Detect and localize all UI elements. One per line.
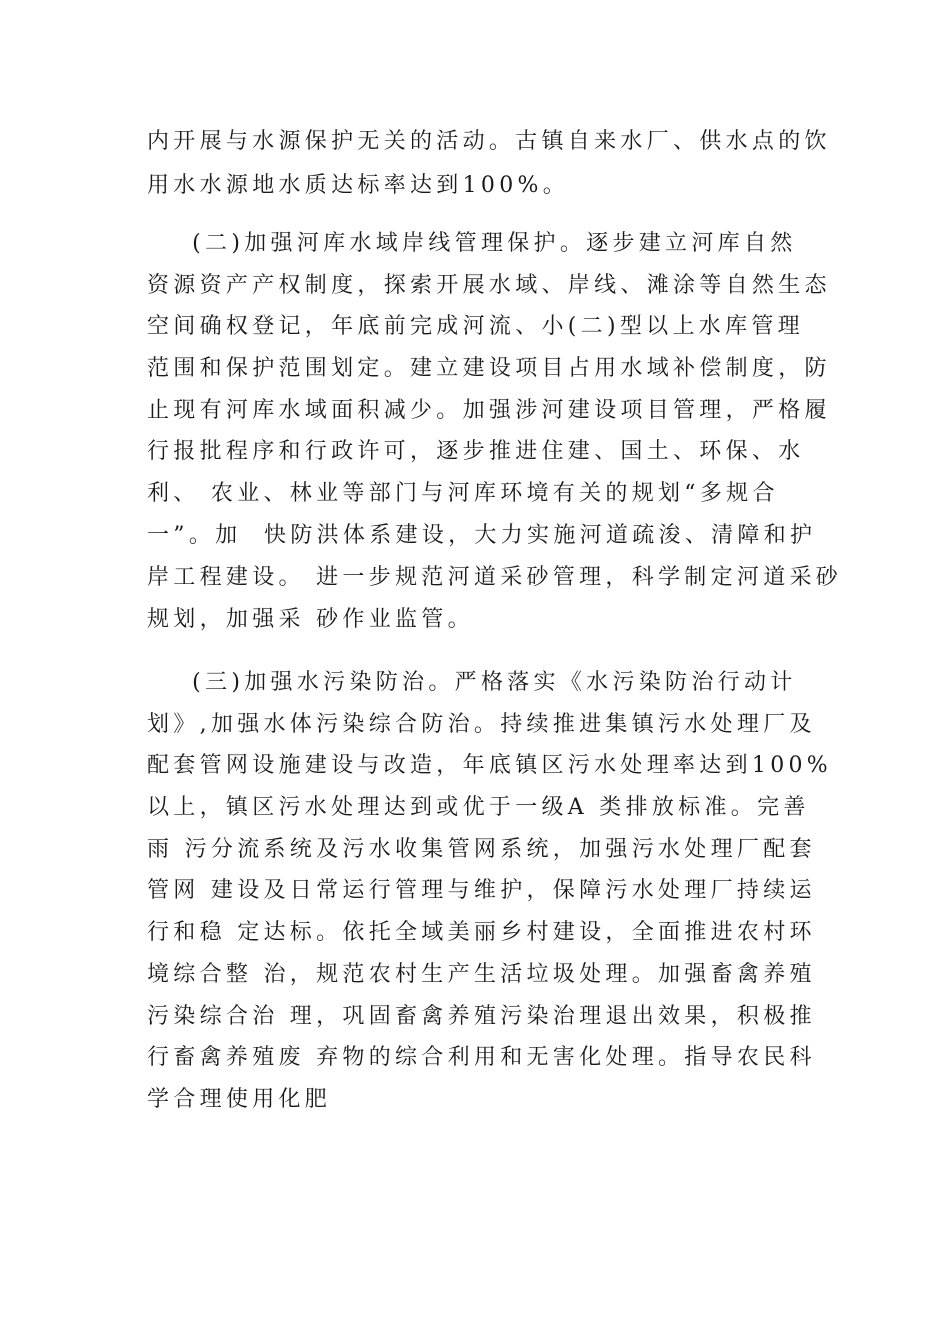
text-line: 行畜禽养殖废 弃物的综合利用和无害化处理。指导农民科 bbox=[147, 1045, 816, 1070]
text-line: 境综合整 治，规范农村生产生活垃圾处理。加强畜禽养殖 bbox=[147, 962, 816, 987]
text-line: 岸工程建设。 进一步规范河道采砂管理，科学制定河道采砂 bbox=[147, 565, 843, 590]
text-line: 污染综合治 理，巩固畜禽养殖污染治理退出效果，积极推 bbox=[147, 1004, 816, 1029]
text-line: 行和稳 定达标。依托全域美丽乡村建设，全面推进农村环 bbox=[147, 920, 816, 945]
text-line: (三)加强水污染防治。严格落实《水污染防治行动计 bbox=[147, 670, 797, 695]
text-line: 规划，加强采 砂作业监管。 bbox=[147, 607, 474, 632]
text-line: 内开展与水源保护无关的活动。古镇自来水厂、供水点的饮 bbox=[147, 129, 831, 154]
text-line: 以上，镇区污水处理达到或优于一级A 类排放标准。完善 bbox=[147, 795, 810, 820]
text-line: 范围和保护范围划定。建立建设项目占用水域补偿制度，防 bbox=[147, 356, 831, 381]
text-line: (二)加强河库水域岸线管理保护。逐步建立河库自然 bbox=[147, 231, 797, 256]
text-line: 学合理使用化肥 bbox=[147, 1087, 332, 1112]
text-line: 资源资产产权制度，探索开展水域、岸线、滩涂等自然生态 bbox=[147, 273, 831, 298]
text-line: 配套管网设施建设与改造，年底镇区污水处理率达到100% bbox=[147, 753, 832, 778]
text-line: 管网 建设及日常运行管理与维护，保障污水处理厂持续运 bbox=[147, 878, 816, 903]
text-line: 用水水源地水质达标率达到100%。 bbox=[147, 173, 569, 198]
text-line: 空间确权登记，年底前完成河流、小(二)型以上水库管理 bbox=[147, 314, 804, 339]
text-line: 一”。加 快防洪体系建设，大力实施河道疏浚、清障和护 bbox=[147, 523, 817, 548]
text-line: 雨 污分流系统及污水收集管网系统，加强污水处理厂配套 bbox=[147, 837, 816, 862]
text-line: 划》,加强水体污染综合防治。持续推进集镇污水处理厂及 bbox=[147, 712, 816, 737]
text-line: 利、 农业、林业等部门与河库环境有关的规划“多规合 bbox=[147, 481, 779, 506]
text-line: 止现有河库水域面积减少。加强涉河建设项目管理，严格履 bbox=[147, 398, 831, 423]
text-line: 行报批程序和行政许可，逐步推进住建、国土、环保、水 bbox=[147, 439, 805, 464]
